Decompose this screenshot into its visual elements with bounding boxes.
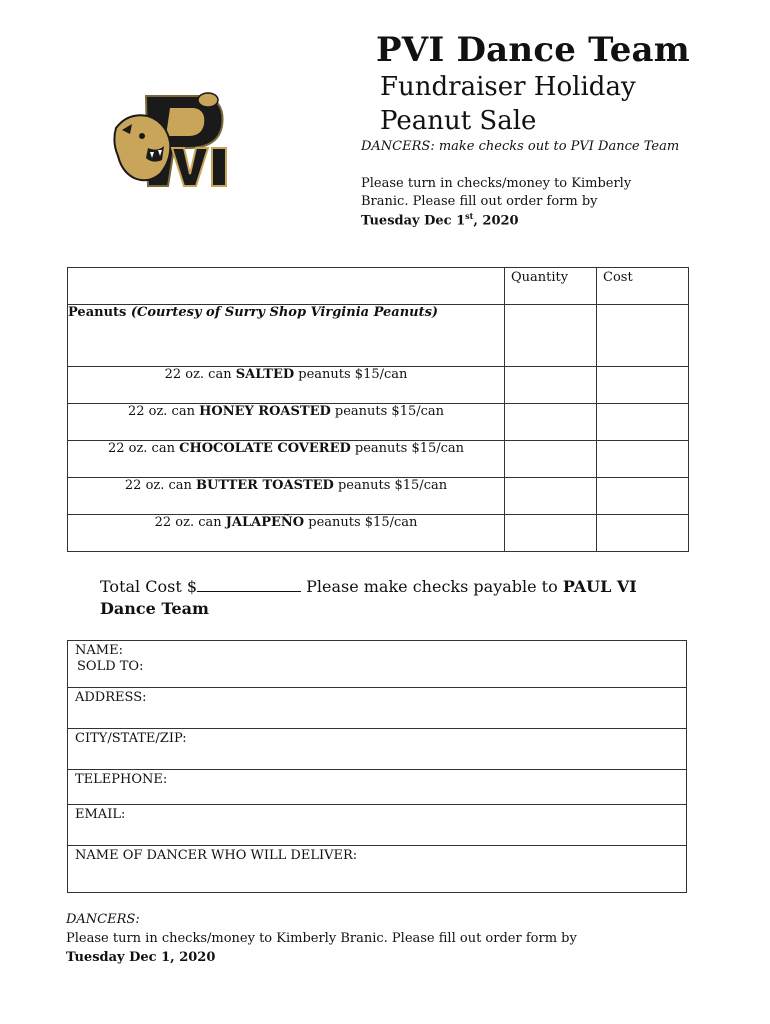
- item-suffix: peanuts $15/can: [333, 478, 448, 493]
- quantity-input-cell[interactable]: [505, 515, 597, 552]
- quantity-header: Quantity: [511, 270, 569, 285]
- quantity-input-cell[interactable]: [505, 404, 597, 441]
- table-row: [68, 515, 689, 552]
- email-label: EMAIL:: [75, 807, 126, 822]
- cost-input-cell[interactable]: [597, 305, 689, 367]
- footer-turn-in-note: Please turn in checks/money to Kimberly Branic. Please fill out order form by: [66, 931, 577, 946]
- cougar-logo-icon: [108, 86, 248, 198]
- item-label: [68, 367, 505, 404]
- customer-info-table: [67, 640, 687, 893]
- item-prefix: 22 oz. can: [124, 478, 197, 493]
- section-label: Peanuts: [68, 305, 127, 320]
- order-table: [67, 267, 689, 552]
- total-cost-line: [100, 576, 680, 620]
- name-field[interactable]: [68, 641, 687, 688]
- payable-text: Please make checks payable to: [301, 577, 563, 596]
- dancers-checks-note: DANCERS: make checks out to PVI Dance Team: [361, 139, 680, 154]
- turn-in-note: Please turn in checks/money to Kimberly Branic. Please fill out order form by: [361, 176, 632, 209]
- item-suffix: peanuts $15/can: [304, 515, 418, 530]
- address-row: [68, 688, 687, 729]
- cost-input-cell[interactable]: [597, 367, 689, 404]
- table-row: [68, 367, 689, 404]
- item-label: [68, 478, 505, 515]
- cost-input-cell[interactable]: [597, 404, 689, 441]
- item-prefix: 22 oz. can: [154, 515, 226, 530]
- footer-due-date: Tuesday Dec 1, 2020: [66, 950, 216, 965]
- item-suffix: peanuts $15/can: [294, 367, 408, 382]
- city-row: [68, 729, 687, 770]
- cost-input-cell[interactable]: [597, 515, 689, 552]
- order-header-row: [68, 268, 689, 305]
- dancer-label: NAME OF DANCER WHO WILL DELIVER:: [75, 848, 358, 863]
- subtitle-line-1: Fundraiser Holiday: [380, 72, 636, 102]
- pvi-logo: [108, 86, 248, 198]
- item-flavor: JALAPEÑO: [225, 515, 305, 530]
- item-flavor: SALTED: [235, 367, 295, 382]
- city-state-zip-field[interactable]: [68, 729, 687, 770]
- email-row: [68, 805, 687, 846]
- peanuts-section-label: [68, 305, 505, 367]
- dancer-name-field[interactable]: [68, 846, 687, 893]
- telephone-row: [68, 770, 687, 805]
- item-prefix: 22 oz. can: [107, 441, 180, 456]
- quantity-input-cell[interactable]: [505, 305, 597, 367]
- table-row: [68, 441, 689, 478]
- due-date: [361, 211, 519, 228]
- total-cost-label: Total Cost $: [100, 577, 198, 596]
- name-label: NAME:: [75, 643, 123, 658]
- quantity-input-cell[interactable]: [505, 367, 597, 404]
- telephone-field[interactable]: [68, 770, 687, 805]
- address-field[interactable]: [68, 688, 687, 729]
- item-suffix: peanuts $15/can: [350, 441, 465, 456]
- item-prefix: 22 oz. can: [127, 404, 200, 419]
- table-row: [68, 478, 689, 515]
- telephone-label: TELEPHONE:: [75, 772, 168, 787]
- quantity-input-cell[interactable]: [505, 478, 597, 515]
- cost-input-cell[interactable]: [597, 441, 689, 478]
- cost-input-cell[interactable]: [597, 478, 689, 515]
- cost-header-cell: [597, 268, 689, 305]
- name-row: [68, 641, 687, 688]
- item-prefix: 22 oz. can: [164, 367, 236, 382]
- item-flavor: HONEY ROASTED: [199, 404, 331, 419]
- cost-header: Cost: [603, 270, 633, 285]
- section-note: (Courtesy of Surry Shop Virginia Peanuts): [130, 305, 439, 320]
- item-label: [68, 515, 505, 552]
- dancer-row: [68, 846, 687, 893]
- item-header-cell: [68, 268, 505, 305]
- item-label: [68, 441, 505, 478]
- page-title: PVI Dance Team: [376, 30, 690, 70]
- email-field[interactable]: [68, 805, 687, 846]
- item-label: [68, 404, 505, 441]
- quantity-input-cell[interactable]: [505, 441, 597, 478]
- address-label: ADDRESS:: [75, 690, 147, 705]
- due-date-suffix: st: [465, 211, 474, 221]
- item-suffix: peanuts $15/can: [330, 404, 445, 419]
- total-cost-field[interactable]: [197, 577, 301, 592]
- city-state-zip-label: CITY/STATE/ZIP:: [75, 731, 187, 746]
- sold-to-label: SOLD TO:: [77, 659, 144, 674]
- item-flavor: BUTTER TOASTED: [196, 478, 334, 493]
- footer-dancers-label: DANCERS:: [66, 912, 140, 927]
- item-flavor: CHOCOLATE COVERED: [179, 441, 351, 456]
- peanuts-section-row: [68, 305, 689, 367]
- subtitle-line-2: Peanut Sale: [380, 106, 537, 136]
- table-row: [68, 404, 689, 441]
- due-date-year: , 2020: [473, 213, 519, 229]
- quantity-header-cell: [505, 268, 597, 305]
- payable-to: PAUL VI Dance Team: [100, 577, 637, 618]
- due-date-main: Tuesday Dec 1: [361, 213, 466, 229]
